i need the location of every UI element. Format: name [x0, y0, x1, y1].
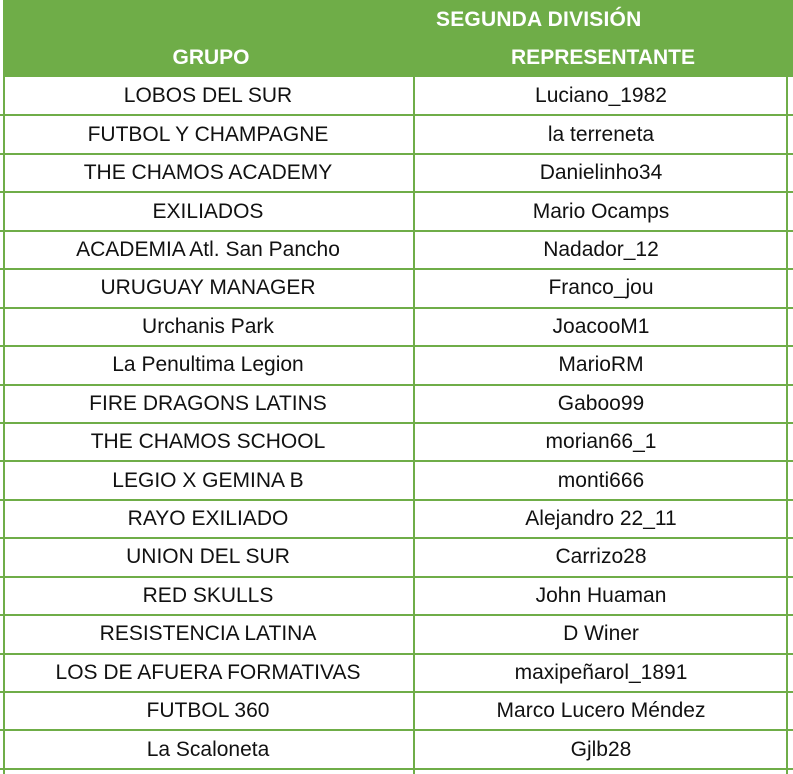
cell-representante: John Huaman	[535, 583, 667, 607]
cell-representante: Marco Lucero Méndez	[496, 699, 706, 723]
cell-grupo: RAYO EXILIADO	[127, 507, 289, 531]
cell-grupo: LOS DE AFUERA FORMATIVAS	[55, 660, 361, 684]
cell-representante: Danielinho34	[539, 161, 663, 185]
cell-grupo: FUTBOL 360	[146, 699, 270, 723]
cell-representante: Luciano_1982	[535, 84, 667, 108]
cell-grupo: Urchanis Park	[142, 314, 274, 338]
cell-grupo: THE CHAMOS SCHOOL	[90, 430, 326, 454]
cell-representante: Carrizo28	[555, 545, 647, 569]
cell-representante: JoacooM1	[552, 314, 650, 338]
table-row	[0, 501, 793, 539]
table-row	[0, 693, 793, 731]
cell-representante: maxipeñarol_1891	[514, 660, 688, 684]
cell-grupo: RESISTENCIA LATINA	[99, 622, 317, 646]
table-row	[0, 270, 793, 308]
cell-grupo: URUGUAY MANAGER	[100, 276, 316, 300]
cell-grupo: FUTBOL Y CHAMPAGNE	[87, 122, 329, 146]
table-row	[0, 155, 793, 193]
table-row	[0, 462, 793, 500]
table-row	[0, 731, 793, 769]
cell-grupo: FIRE DRAGONS LATINS	[89, 391, 327, 415]
cell-grupo: La Scaloneta	[146, 737, 270, 761]
cell-grupo: RED SKULLS	[142, 583, 274, 607]
table-row	[0, 347, 793, 385]
cell-grupo: EXILIADOS	[152, 199, 264, 223]
cell-representante: la terreneta	[547, 122, 655, 146]
table-row	[0, 655, 793, 693]
division-title: SEGUNDA DIVISIÓN	[436, 8, 642, 31]
cell-grupo: THE CHAMOS ACADEMY	[83, 161, 333, 185]
cell-representante: MarioRM	[558, 353, 644, 377]
table-row	[0, 116, 793, 154]
table-row	[0, 424, 793, 462]
cell-representante: monti666	[557, 468, 645, 492]
table-row	[0, 386, 793, 424]
table-row	[0, 193, 793, 231]
column-header-representante: REPRESENTANTE	[511, 46, 695, 69]
cell-grupo: LEGIO X GEMINA B	[112, 468, 304, 492]
table-row	[0, 578, 793, 616]
cell-representante: Gaboo99	[557, 391, 645, 415]
table-row	[0, 539, 793, 577]
cell-grupo: LOBOS DEL SUR	[123, 84, 293, 108]
table-row	[0, 616, 793, 654]
cell-grupo: La Penultima Legion	[112, 353, 304, 377]
cell-representante: Alejandro 22_11	[525, 507, 677, 531]
cell-representante: Franco_jou	[548, 276, 654, 300]
cell-representante: Mario Ocamps	[532, 199, 670, 223]
table-row	[0, 232, 793, 270]
table-header	[3, 0, 793, 77]
cell-representante: D Winer	[563, 622, 639, 646]
table-body	[0, 78, 793, 770]
cell-representante: morian66_1	[545, 430, 657, 454]
cell-representante: Gjlb28	[570, 737, 632, 761]
table-row	[0, 309, 793, 347]
column-header-grupo: GRUPO	[172, 46, 250, 69]
cell-grupo: ACADEMIA Atl. San Pancho	[76, 237, 340, 261]
cell-grupo: UNION DEL SUR	[126, 545, 290, 569]
cell-representante: Nadador_12	[543, 237, 659, 261]
table-row	[0, 78, 793, 116]
